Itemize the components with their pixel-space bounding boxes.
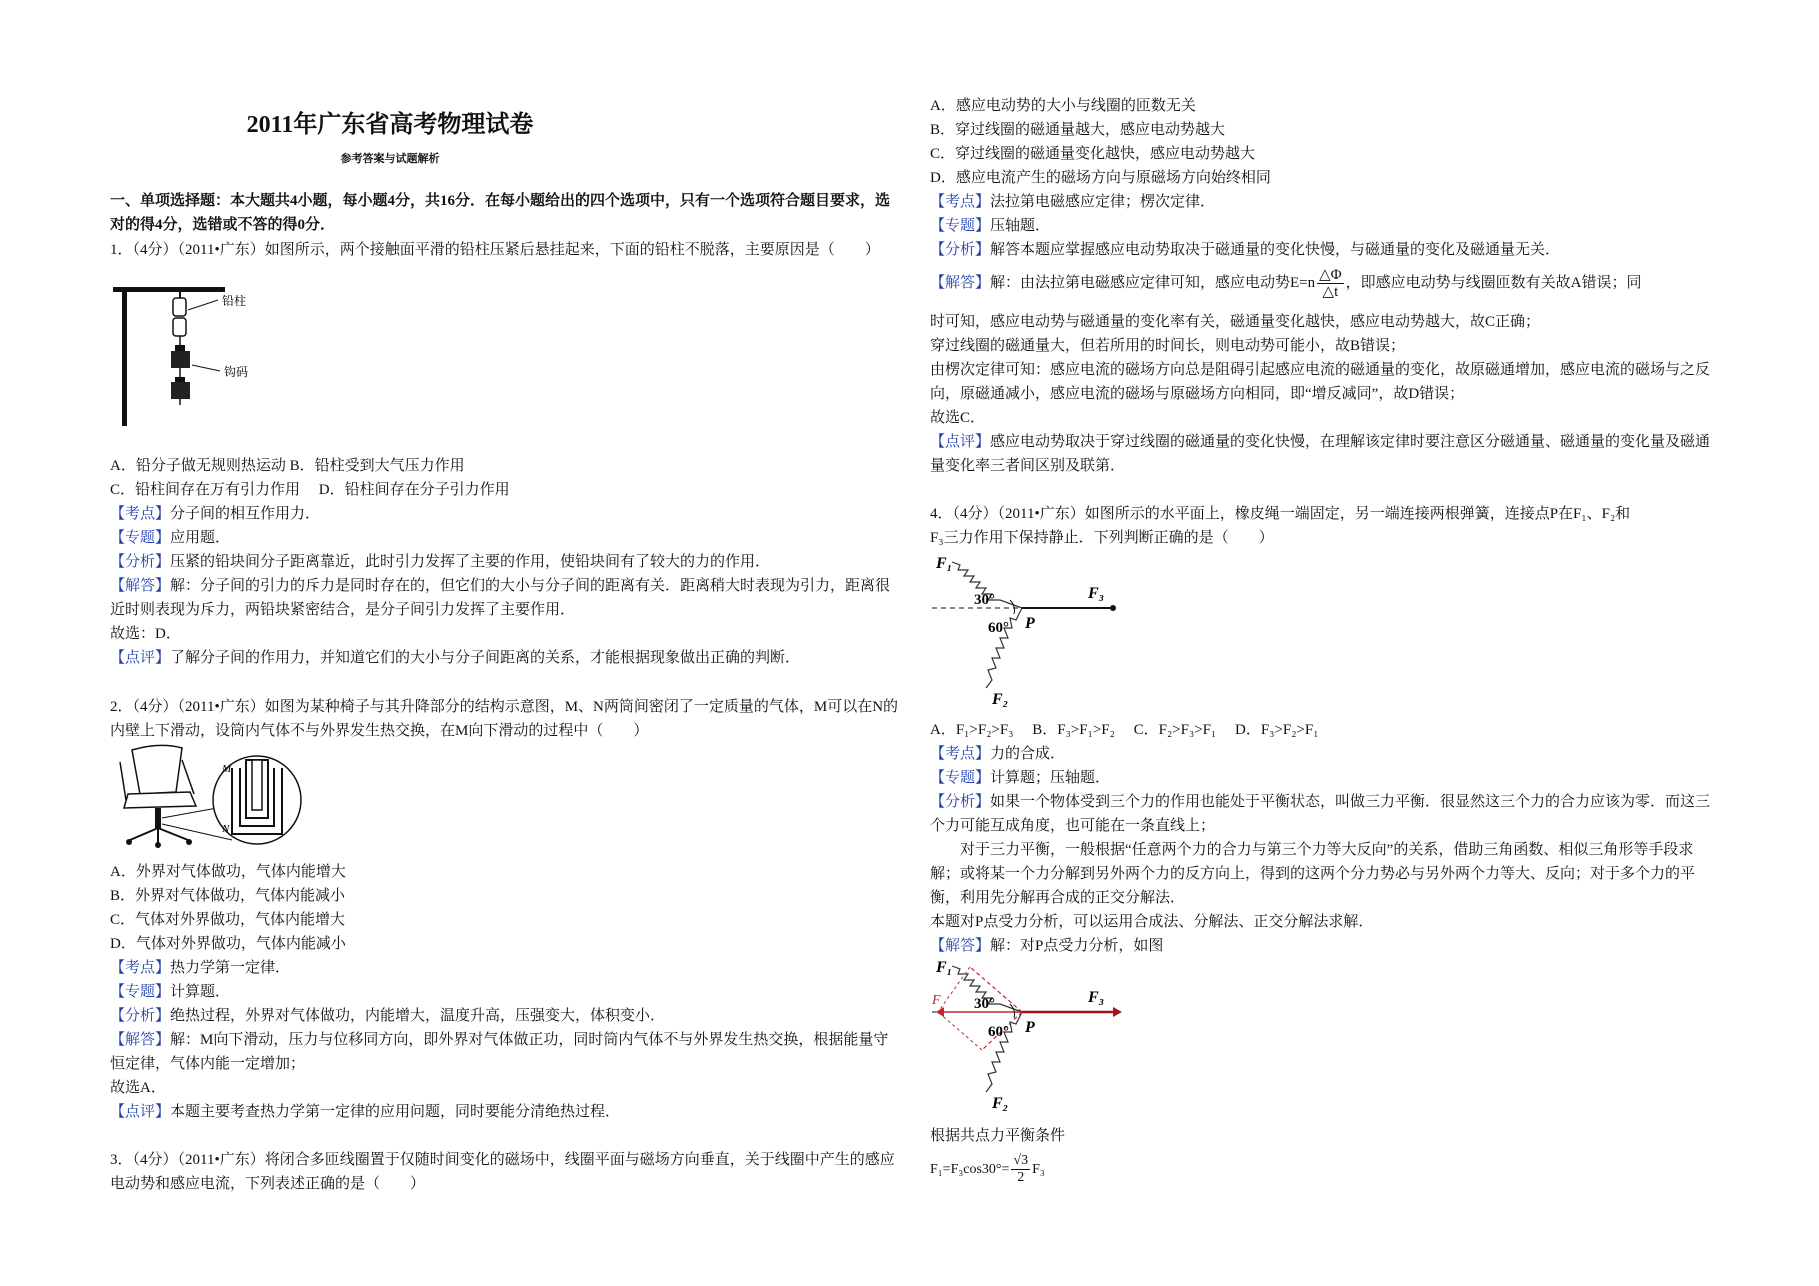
q2-jieda: 【解答】解：M向下滑动，压力与位移同方向，即外界对气体做正功，同时筒内气体不与外界发生热交换，根据能量守恒定律，气体内能一定增加； [110,1032,889,1072]
q4-fig2-label-p: P [1025,1019,1035,1036]
q4-options: A．F₁>F₂>F₃ B．F₃>F₁>F₂ C．F₂>F₃>F₁ D．F₃>F₂>F₁ [930,722,1319,738]
q2-fenxi: 【分析】绝热过程，外界对气体做功，内能增大，温度升高，压强变大，体积变小． [110,1008,666,1024]
q3-line3: 穿过线圈的磁通量大，但若所用的时间长，则电动势可能小，故B错误； [930,338,1406,354]
q1-options-ab: A．铅分子做无规则热运动 B．铅柱受到大气压力作用 [110,458,465,474]
q4-fig2-label-f3: F₃ [1088,989,1105,1006]
q4-fig1-label-60: 60° [988,620,1009,636]
q1-options-cd: C．铅柱间存在万有引力作用 D．铅柱间存在分子引力作用 [110,482,510,498]
q4-formula: F₁=F₃cos30°= $\frac{√3}{2}$ F₃ [930,1153,1045,1186]
q4-figure-2 [930,952,1130,1112]
q4-figure-1 [930,548,1130,708]
q4-fig2-label-60: 60° [988,1024,1009,1040]
q1-kaodian: 【考点】分子间的相互作用力． [110,506,321,522]
q2-figure [110,742,310,850]
q4-fig2-label-f1: F₁ [936,959,953,976]
q4-jieda: 【解答】解：对P点受力分析，如图 [930,938,1164,954]
q4-fig1-label-30: 30° [974,592,995,608]
q1-stem: 1．（4分）（2011•广东）如图所示，两个接触面平滑的铅柱压紧后悬挂起来，下面的铅柱不脱落，主要原因是（ ） [110,242,880,258]
q2-option-c: C．气体对外界做功，气体内能增大 [110,912,346,928]
q3-answer: 故选C． [930,410,986,426]
q2-zhuanti: 【专题】计算题． [110,984,231,1000]
q4-fig2-label-30: 30° [974,996,995,1012]
q3-jieda: 【解答】解：由法拉第电磁感应定律可知，感应电动势E=n $\frac{\triangle\Phi}{\triangle t}$ ，即感应电动势与线圈匝数有关故A错误；同 [930,267,1642,301]
q4-formula-fraction: $\frac{√3}{2}$ [1013,1153,1029,1186]
q2-answer: 故选A． [110,1080,166,1096]
q3-option-c: C．穿过线圈的磁通量变化越快，感应电动势越大 [930,146,1256,162]
q1-zhuanti: 【专题】应用题． [110,530,231,546]
q2-option-a: A．外界对气体做功，气体内能增大 [110,864,346,880]
q4-condition: 根据共点力平衡条件 [930,1128,1066,1144]
section-heading: 一、单项选择题：本大题共4小题，每小题4分，共16分．在每小题给出的四个选项中，只有一个选项符合题目要求，选对的得4分，选错或不答的得0分． [110,193,891,233]
q3-option-d: D．感应电流产生的磁场方向与原磁场方向始终相同 [930,170,1271,186]
q2-label-m: M [222,763,232,775]
q4-stem-line1: 4．（4分）（2011•广东）如图所示的水平面上，橡皮绳一端固定，另一端连接两根弹簧，连接点P在F₁、F₂和 [930,506,1631,522]
q3-fenxi: 【分析】解答本题应掌握感应电动势取决于磁通量的变化快慢，与磁通量的变化及磁通量无关． [930,242,1561,258]
q3-kaodian: 【考点】法拉第电磁感应定律；楞次定律． [930,194,1216,210]
q4-kaodian: 【考点】力的合成． [930,746,1066,762]
page-subtitle: 参考答案与试题解析 [340,153,440,165]
page-title: 2011年广东省高考物理试卷 [246,112,534,138]
q3-fraction: $\frac{\triangle\Phi}{\triangle t}$ [1319,267,1342,301]
q2-option-d: D．气体对外界做功，气体内能减小 [110,936,346,952]
q1-jieda: 【解答】解：分子间的引力的斥力是同时存在的，但它们的大小与分子间的距离有关．距离稍大时表现为引力，距离很近时则表现为斥力，两铅块紧密结合，是分子间引力发挥了主要作用． [110,578,891,618]
q3-zhuanti: 【专题】压轴题． [930,218,1051,234]
q4-fig2-label-f: F [932,993,941,1008]
q3-stem: 3．（4分）（2011•广东）将闭合多匝线圈置于仅随时间变化的磁场中，线圈平面与磁场方向垂直，关于线圈中产生的感应电动势和感应电流，下列表述正确的是（ ） [110,1152,895,1192]
q1-dianping: 【点评】了解分子间的作用力，并知道它们的大小与分子间距离的关系，才能根据现象做出正确的判断． [110,650,801,666]
q1-label-lead-rod: 铅柱 [222,294,247,308]
q3-line4: 由楞次定律可知：感应电流的磁场方向总是阻碍引起感应电流的磁通量的变化，故原磁通增加，感应电流的磁场与之反向，原磁通减小，感应电流的磁场与原磁场方向相同，即“增反减同”，故D错误； [930,362,1711,402]
q4-zhuanti: 【专题】计算题；压轴题． [930,770,1111,786]
q3-dianping: 【点评】感应电动势取决于穿过线圈的磁通量的变化快慢，在理解该定律时要注意区分磁通量、磁通量的变化量及磁通量变化率三者间区别及联第． [930,434,1711,474]
q4-fenxi-para3: 本题对P点受力分析，可以运用合成法、分解法、正交分解法求解． [930,914,1374,930]
q2-dianping: 【点评】本题主要考查热力学第一定律的应用问题，同时要能分清绝热过程． [110,1104,621,1120]
q1-label-weight: 钩码 [224,365,249,379]
q2-kaodian: 【考点】热力学第一定律． [110,960,291,976]
q1-figure [110,283,280,433]
q2-label-n: N [222,823,230,835]
q2-option-b: B．外界对气体做功，气体内能减小 [110,888,346,904]
q1-fenxi: 【分析】压紧的铅块间分子距离靠近，此时引力发挥了主要的作用，使铅块间有了较大的力的作用． [110,554,771,570]
q3-option-a: A．感应电动势的大小与线圈的匝数无关 [930,98,1196,114]
q4-fig1-label-f2: F₂ [992,691,1009,708]
q4-stem-line2: F₃三力作用下保持静止．下列判断正确的是（ ） [930,530,1274,546]
q1-answer: 故选：D． [110,626,181,642]
q4-fenxi-para2: 对于三力平衡，一般根据“任意两个力的合力与第三个力等大反向”的关系，借助三角函数、相似三角形等手段求解；或将某一个力分解到另外两个力的反方向上，得到的这两个分力势必与另外两个力等大、反向；对于多个力的平衡，利用先分解再合成的正交分解法． [930,842,1696,906]
q3-option-b: B．穿过线圈的磁通量越大，感应电动势越大 [930,122,1226,138]
q4-fig1-label-f1: F₁ [936,555,953,572]
q2-stem: 2．（4分）（2011•广东）如图为某种椅子与其升降部分的结构示意图，M、N两筒间密闭了一定质量的气体，M可以在N的内壁上下滑动，设筒内气体不与外界发生热交换，在M向下滑动的过程中（ ） [110,699,899,739]
q4-fenxi: 【分析】如果一个物体受到三个力的作用也能处于平衡状态，叫做三力平衡．很显然这三个力的合力应该为零．而这三个力可能互成角度，也可能在一条直线上； [930,794,1711,834]
q4-fig1-label-p: P [1025,615,1035,632]
q4-fig2-label-f2: F₂ [992,1095,1009,1112]
q4-fig1-label-f3: F₃ [1088,585,1105,602]
q3-line2: 时可知，感应电动势与磁通量的变化率有关，磁通量变化越快，感应电动势越大，故C正确； [930,314,1541,330]
